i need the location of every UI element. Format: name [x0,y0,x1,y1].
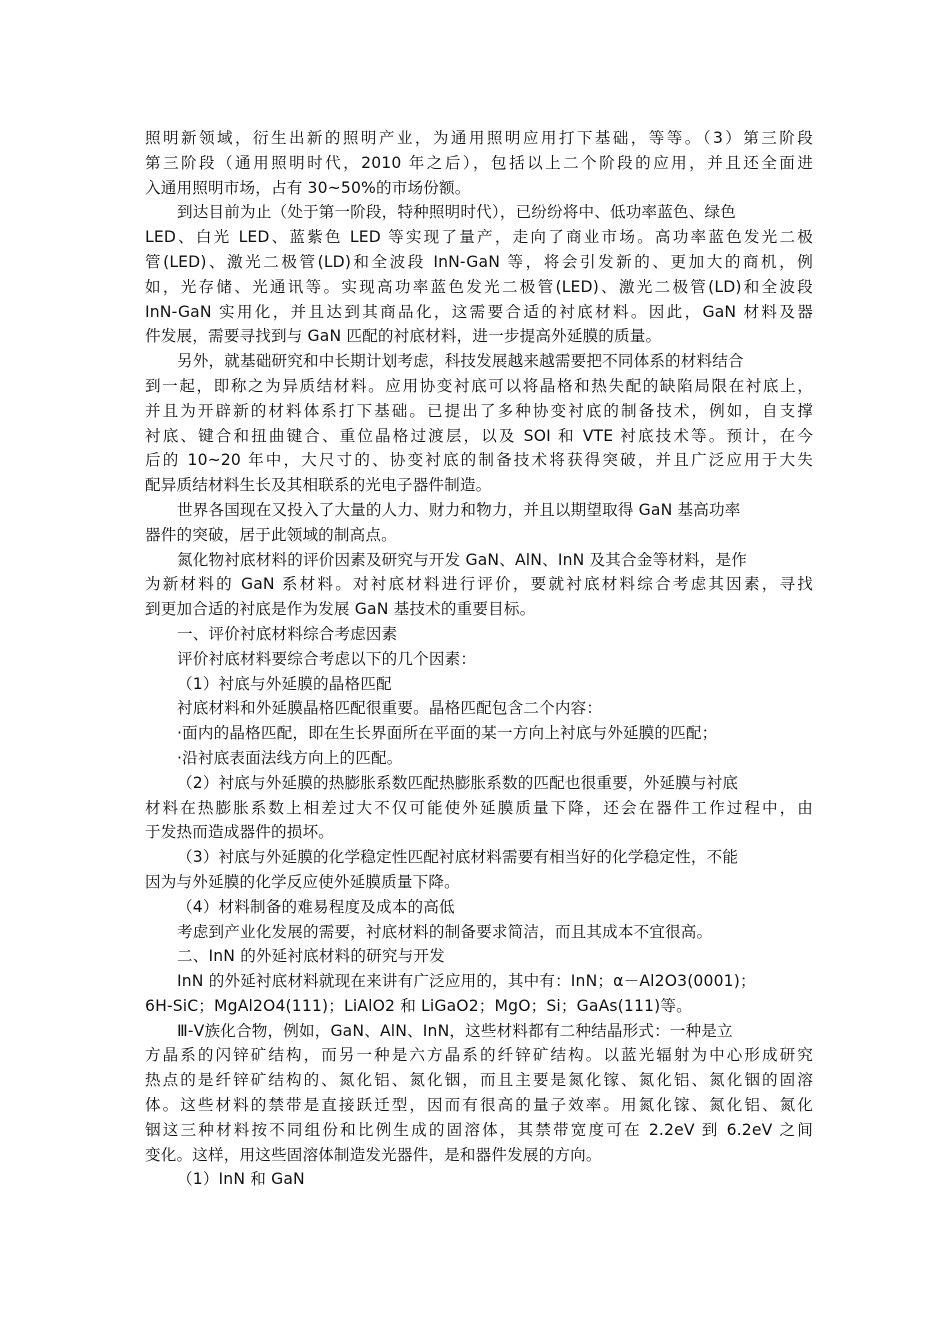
text-line: 热点的是纤锌矿结构的、氮化铝、氮化铟，而且主要是氮化镓、氮化铝、氮化铟的固溶 [145,1071,813,1090]
text-line: 衬底、键合和扭曲键合、重位晶格过渡层，以及 SOI 和 VTE 衬底技术等。预计，在今 [145,426,813,445]
text-line: 氮化物衬底材料的评价因素及研究与开发 GaN、AlN、InN 及其合金等材料，是作 [177,550,747,569]
text-line: 评价衬底材料要综合考虑以下的几个因素： [177,649,477,668]
text-line: 一、评价衬底材料综合考虑因素 [177,624,398,643]
text-line: （2）衬底与外延膜的热膨胀系数匹配热膨胀系数的匹配也很重要，外延膜与衬底 [177,773,739,792]
text-line: （3）衬底与外延膜的化学稳定性匹配衬底材料需要有相当好的化学稳定性，不能 [177,848,739,867]
text-line: 后的 10~20 年中，大尺寸的、协变衬底的制备技术将获得突破，并且广泛应用于大失 [145,451,813,470]
text-line: 衬底材料和外延膜晶格匹配很重要。晶格匹配包含二个内容： [177,699,603,718]
text-line: 另外，就基础研究和中长期计划考虑，科技发展越来越需要把不同体系的材料结合 [177,352,744,371]
text-line: 如，光存储、光通讯等。实现高功率蓝色发光二极管(LED)、激光二极管(LD)和全波段 [145,277,813,296]
text-line: 管(LED)、激光二极管(LD)和全波段 InN-GaN 等，将会引发新的、更加大的商机，例 [145,252,813,271]
text-line: 铟这三种材料按不同组份和比例生成的固溶体，其禁带宽度可在 2.2eV 到 6.2eV 之间 [145,1120,813,1139]
text-line: 器件的突破，居于此领域的制高点。 [145,525,397,544]
text-line: 考虑到产业化发展的需要，衬底材料的制备要求简洁，而且其成本不宜很高。 [177,922,713,941]
text-line: 入通用照明市场，占有 30~50%的市场份额。 [145,178,471,197]
text-line: 方晶系的闪锌矿结构，而另一种是六方晶系的纤锌矿结构。以蓝光辐射为中心形成研究 [145,1046,813,1065]
text-line: 二、InN 的外延衬底材料的研究与开发 [177,947,445,966]
text-line: 到更加合适的衬底是作为发展 GaN 基技术的重要目标。 [145,600,536,619]
text-line: 到一起，即称之为异质结材料。应用协变衬底可以将晶格和热失配的缺陷局限在衬底上， [145,376,813,395]
text-line: 为新材料的 GaN 系材料。对衬底材料进行评价，要就衬底材料综合考虑其因素，寻找 [145,575,813,594]
text-line: 于发热而造成器件的损坏。 [145,823,334,842]
text-line: （1）InN 和 GaN [177,1170,305,1189]
text-line: InN 的外延衬底材料就现在来讲有广泛应用的，其中有：InN；α－Al2O3(0001)； [177,972,756,991]
text-line: ·沿衬底表面法线方向上的匹配。 [177,748,403,767]
text-line: 变化。这样，用这些固溶体制造发光器件，是和器件发展的方向。 [145,1145,602,1164]
text-line: 因为与外延膜的化学反应使外延膜质量下降。 [145,872,460,891]
text-line: 第三阶段（通用照明时代，2010 年之后），包括以上二个阶段的应用，并且还全面进 [145,153,813,172]
text-line: 并且为开辟新的材料体系打下基础。已提出了多种协变衬底的制备技术，例如，自支撑 [145,401,813,420]
text-line: 6H-SiC；MgAl2O4(111)；LiAlO2 和 LiGaO2；MgO；Si；GaAs(111)等。 [145,996,692,1015]
text-line: Ⅲ-Ⅴ族化合物，例如，GaN、AlN、InN，这些材料都有二种结晶形式：一种是立 [177,1021,733,1040]
text-line: 到达目前为止（处于第一阶段，特种照明时代），已纷纷将中、低功率蓝色、绿色 [177,203,736,222]
document-body [145,126,813,1192]
text-line: （4）材料制备的难易程度及成本的高低 [177,897,455,916]
text-line: 件发展，需要寻找到与 GaN 匹配的衬底材料，进一步提高外延膜的质量。 [145,327,662,346]
text-line: 配异质结材料生长及其相联系的光电子器件制造。 [145,476,492,495]
text-line: LED、白光 LED、蓝紫色 LED 等实现了量产，走向了商业市场。高功率蓝色发光二极 [145,228,813,247]
text-line: 照明新领域，衍生出新的照明产业，为通用照明应用打下基础，等等。（3）第三阶段 [145,129,813,147]
text-line: ·面内的晶格匹配，即在生长界面所在平面的某一方向上衬底与外延膜的匹配； [177,724,718,743]
text-line: 世界各国现在又投入了大量的人力、财力和物力，并且以期望取得 GaN 基高功率 [177,500,741,519]
text-line: （1）衬底与外延膜的晶格匹配 [177,674,392,693]
text-line: 体。这些材料的禁带是直接跃迁型，因而有很高的量子效率。用氮化镓、氮化铝、氮化 [145,1096,813,1115]
text-line: 材料在热膨胀系数上相差过大不仅可能使外延膜质量下降，还会在器件工作过程中，由 [145,798,813,817]
text-line: InN-GaN 实用化，并且达到其商品化，这需要合适的衬底材料。因此，GaN 材料及器 [145,302,813,321]
